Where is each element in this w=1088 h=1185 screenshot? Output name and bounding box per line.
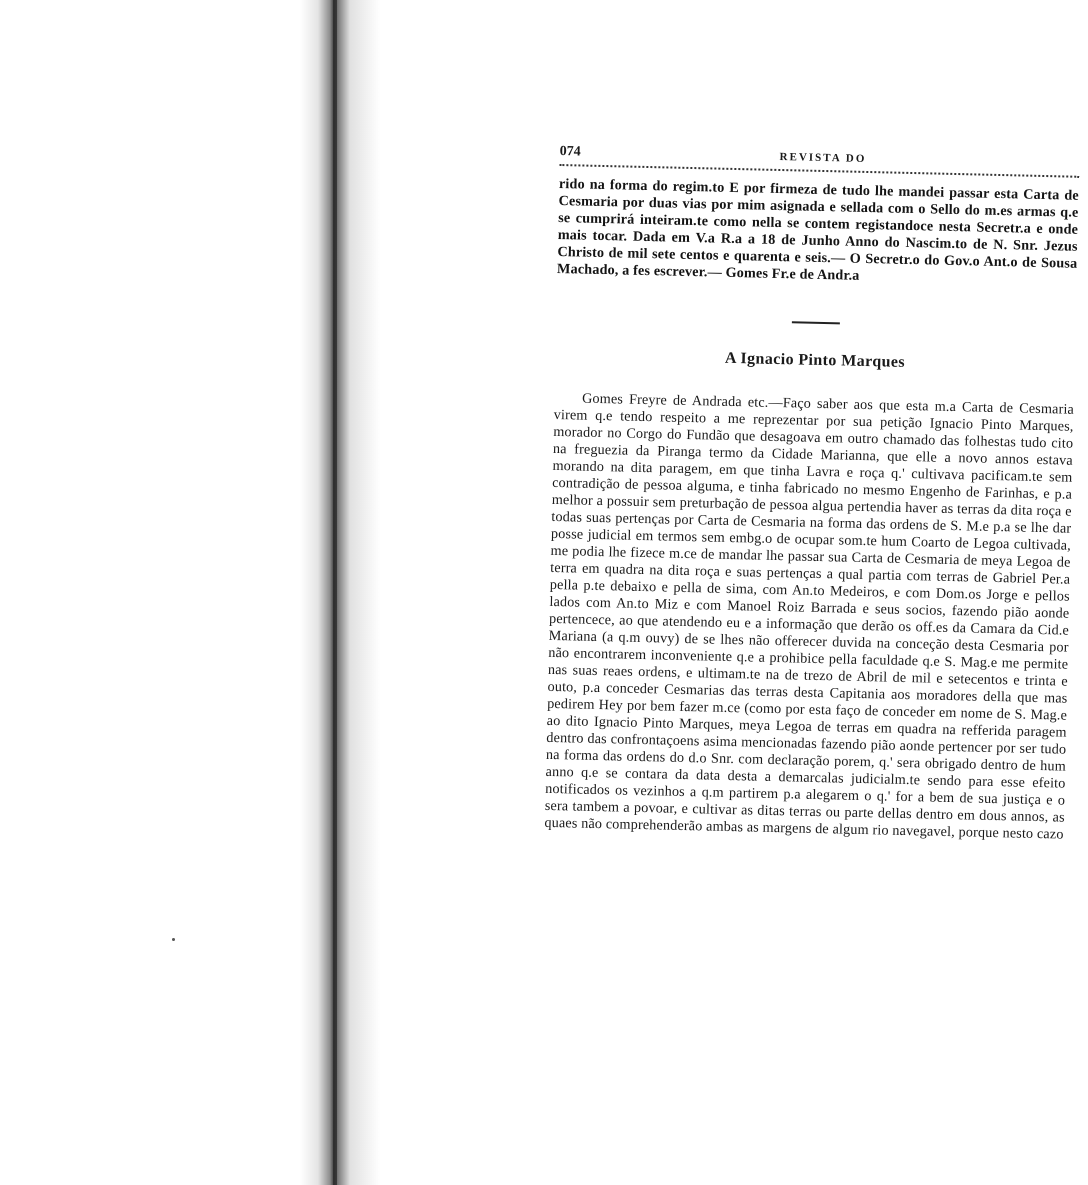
scan-speck — [172, 938, 175, 941]
section-title: A Ignacio Pinto Marques — [724, 349, 906, 371]
running-head-title: REVISTA DO — [779, 150, 867, 165]
section-separator — [792, 321, 840, 324]
page-number: 074 — [559, 143, 581, 160]
closing-paragraph: rido na forma do regim.to E por firmeza de tudo lhe mandei passar esta Carta de Cesmaria por duas vias por mim asignada e sellada com o Sello do m.es armas q.e se cumprirá inteiram.te como nella se contem registandoce nesta Secretr.a e onde mais tocar. Dada em V.a R.a a 18 de Junho Anno do Nascim.to de N. Snr. Jezus Christo de mil sete centos e quarenta e seis.— O Secretr.o do Gov.o Ant.o de Sousa Machado, a fes escrever.— Gomes Fr.e de Andr.a — [556, 175, 1080, 284]
book-page — [544, 138, 1080, 844]
section-body: Gomes Freyre de Andrada etc.—Faço saber aos que esta m.a Carta de Cesmaria virem q.e tendo respeito a me reprezentar por sua petição Ignacio Pinto Marques, morador no Corgo do Fundão que desagoava em outro chamado das folhestas tudo cito na freguezia da Piranga termo da Cidade Marianna, que elle a novo annos estava morando na dita paragem, em que tinha Lavra e roça q.' cultivava pacificam.te sem contradição de pessoa alguma, e tinha fabricado no mesmo Engenho de Farinhas, e p.a melhor a possuir sem preturbação de pessoa algua pertendia haver as terras da dita roça e todas suas pertenças por Carta de Cesmaria na forma das ordens de S. M.e p.a se lhe dar posse judicial em termos sem embg.o de ocupar som.te hum Coarto de Legoa cultivada, me podia lhe fizece m.ce de mandar lhe passar sua Carta de Cesmaria de meya Legoa de terra em quadra na dita roça e suas pertenças a qual partia com terras de Gabriel Per.a pella p.te debaixo e pella de sima, com An.to Medeiros, e com Dom.os Jorge e pellos lados com An.to Miz e com Manoel Roiz Barrada e seus socios, fazendo pião aonde pertencece, ao que atendendo eu e a informação que derão os off.es da Camara da Cid.e Mariana (a q.m ouvy) de se lhes não offerecer duvida na conceção desta Cesmaria por não encontrarem inconveniente q.e a prohibice pella faculdade q.e S. Mag.e me permite nas suas reaes ordens, e ultimam.te na de trezo de Abril de mil e setecentos e trinta e outo, p.a conceder Cesmarias das terras desta Capitania aos moradores della que mas pedirem Hey por bem fazer m.ce (como por esta faço de conceder em nome de S. Mag.e ao dito Ignacio Pinto Marques, meya Legoa de terras em quadra na refferida paragem dentro das confrontaçoens asima mencionadas fazendo pião aonde pertencer por ser tudo na forma das ordens do d.o Snr. com declaração porem, q.' sera obrigado dentro de hum anno q.e se contara da data desta a demarcalas judicialm.te sendo para esse efeito notificados os vezinhos a q.m partirem p.a alegarem o q.' for a bem de sua justiça e o sera tambem a povoar, e cultivar as ditas terras ou parte dellas dentro em dous annos, as quaes não comprehenderão ambas as margens de algum rio navegavel, porque nesto cazo — [544, 390, 1075, 843]
book-spine-shadow — [300, 0, 380, 1185]
book-gutter-line — [333, 0, 337, 1185]
